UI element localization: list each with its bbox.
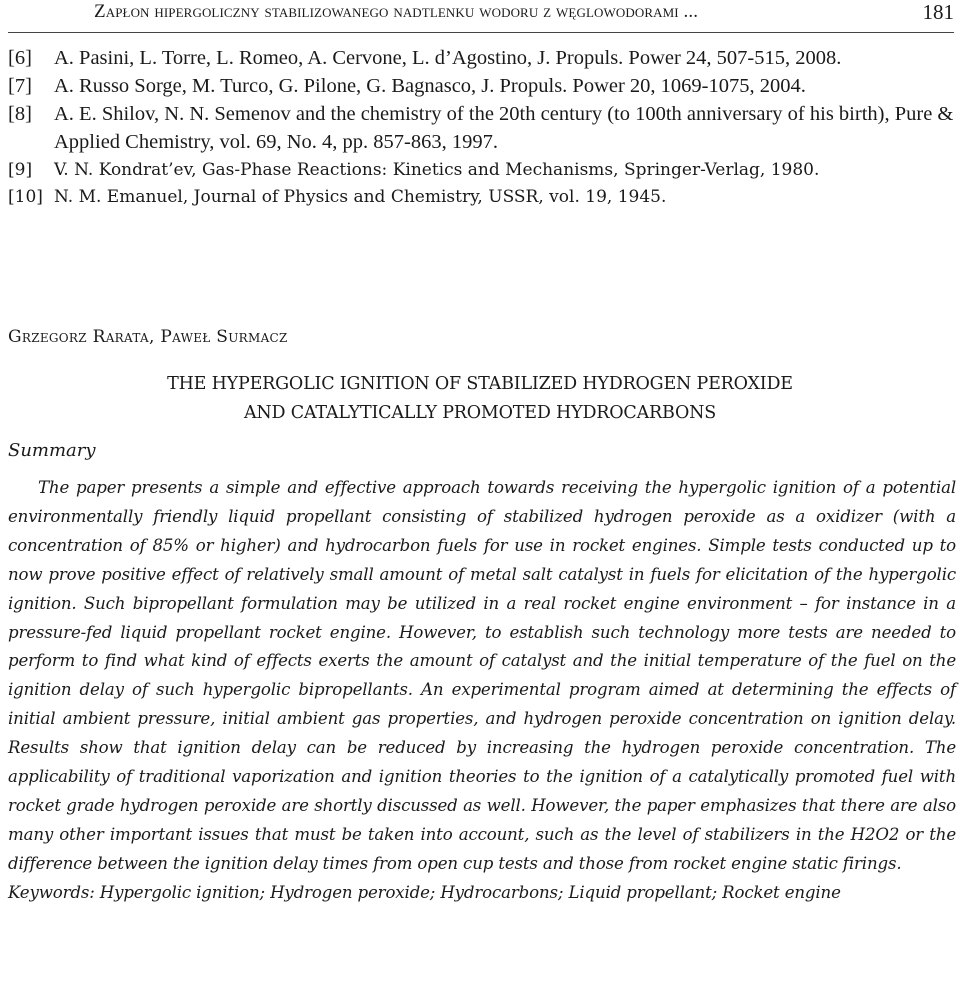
header-rule (8, 32, 954, 33)
reference-text: V. N. Kondrat’ev, Gas-Phase Reactions: Kinetics and Mechanisms, Springer-Verlag, 1980. (54, 160, 820, 180)
abstract (8, 474, 956, 908)
reference-item (8, 44, 956, 72)
article-title-line-2: AND CATALYTICALLY PROMOTED HYDROCARBONS (243, 403, 717, 423)
keywords: Keywords: Hypergolic ignition; Hydrogen peroxide; Hydrocarbons; Liquid propellant; Rocket engine (8, 882, 841, 902)
article-title (142, 370, 818, 428)
reference-text: N. M. Emanuel, Journal of Physics and Chemistry, USSR, vol. 19, 1945. (54, 187, 667, 207)
reference-text: A. Russo Sorge, M. Turco, G. Pilone, G. Bagnasco, J. Propuls. Power 20, 1069-1075, 2004. (54, 75, 806, 97)
reference-tag: [10] (8, 187, 43, 207)
article-authors: Grzegorz Rarata, Paweł Surmacz (8, 327, 288, 347)
running-head-title: Zapłon hipergoliczny stabilizowanego nadtlenku wodoru z węglowodorami ... (94, 1, 699, 22)
reference-item (8, 184, 956, 211)
reference-tag: [7] (8, 75, 32, 97)
reference-item (8, 100, 956, 156)
article-title-line-1: THE HYPERGOLIC IGNITION OF STABILIZED HYDROGEN PEROXIDE (167, 374, 793, 394)
running-head (94, 0, 954, 26)
reference-tag: [6] (8, 47, 32, 69)
reference-item (8, 72, 956, 100)
reference-text: A. E. Shilov, N. N. Semenov and the chemistry of the 20th century (to 100th anniversary of his birth), Pure & Applied Chemistry, vol. 69, No. 4, pp. 857-863, 1997. (54, 103, 954, 153)
reference-tag: [9] (8, 160, 33, 180)
summary-heading: Summary (8, 440, 96, 461)
abstract-text: The paper presents a simple and effective approach towards receiving the hypergolic ignition of a potential environmentally friendly liquid propellant consisting of stabilized hydrogen peroxide as a oxidizer (with a concentration of 85% or higher) and hydrocarbon fuels for use in rocket engines. Simple tests conducted up to now prove positive effect of relatively small amount of metal salt catalyst in fuels for elicitation of the hypergolic ignition. Such bipropellant formulation may be utilized in a real rocket engine environment – for instance in a pressure-fed liquid propellant rocket engine. However, to establish such technology more tests are needed to perform to find what kind of effects exerts the amount of catalyst and the initial temperature of the fuel on the ignition delay of such hypergolic bipropellants. An experimental program aimed at determining the effects of initial ambient pressure, initial ambient gas properties, and hydrogen peroxide concentration on ignition delay. Results show that ignition delay can be reduced by increasing the hydrogen peroxide concentration. The applicability of traditional vaporization and ignition theories to the ignition of a catalytically promoted fuel with rocket grade hydrogen peroxide are shortly discussed as well. However, the paper emphasizes that there are also many other important issues that must be taken into account, such as the level of stabilizers in the H2O2 or the difference between the ignition delay times from open cup tests and those from rocket engine static firings. (8, 478, 956, 873)
page-number: 181 (922, 0, 954, 24)
reference-item (8, 157, 956, 184)
reference-text: A. Pasini, L. Torre, L. Romeo, A. Cervone, L. d’Agostino, J. Propuls. Power 24, 507-515, 2008. (54, 47, 842, 69)
reference-tag: [8] (8, 103, 32, 125)
reference-list (8, 44, 956, 211)
